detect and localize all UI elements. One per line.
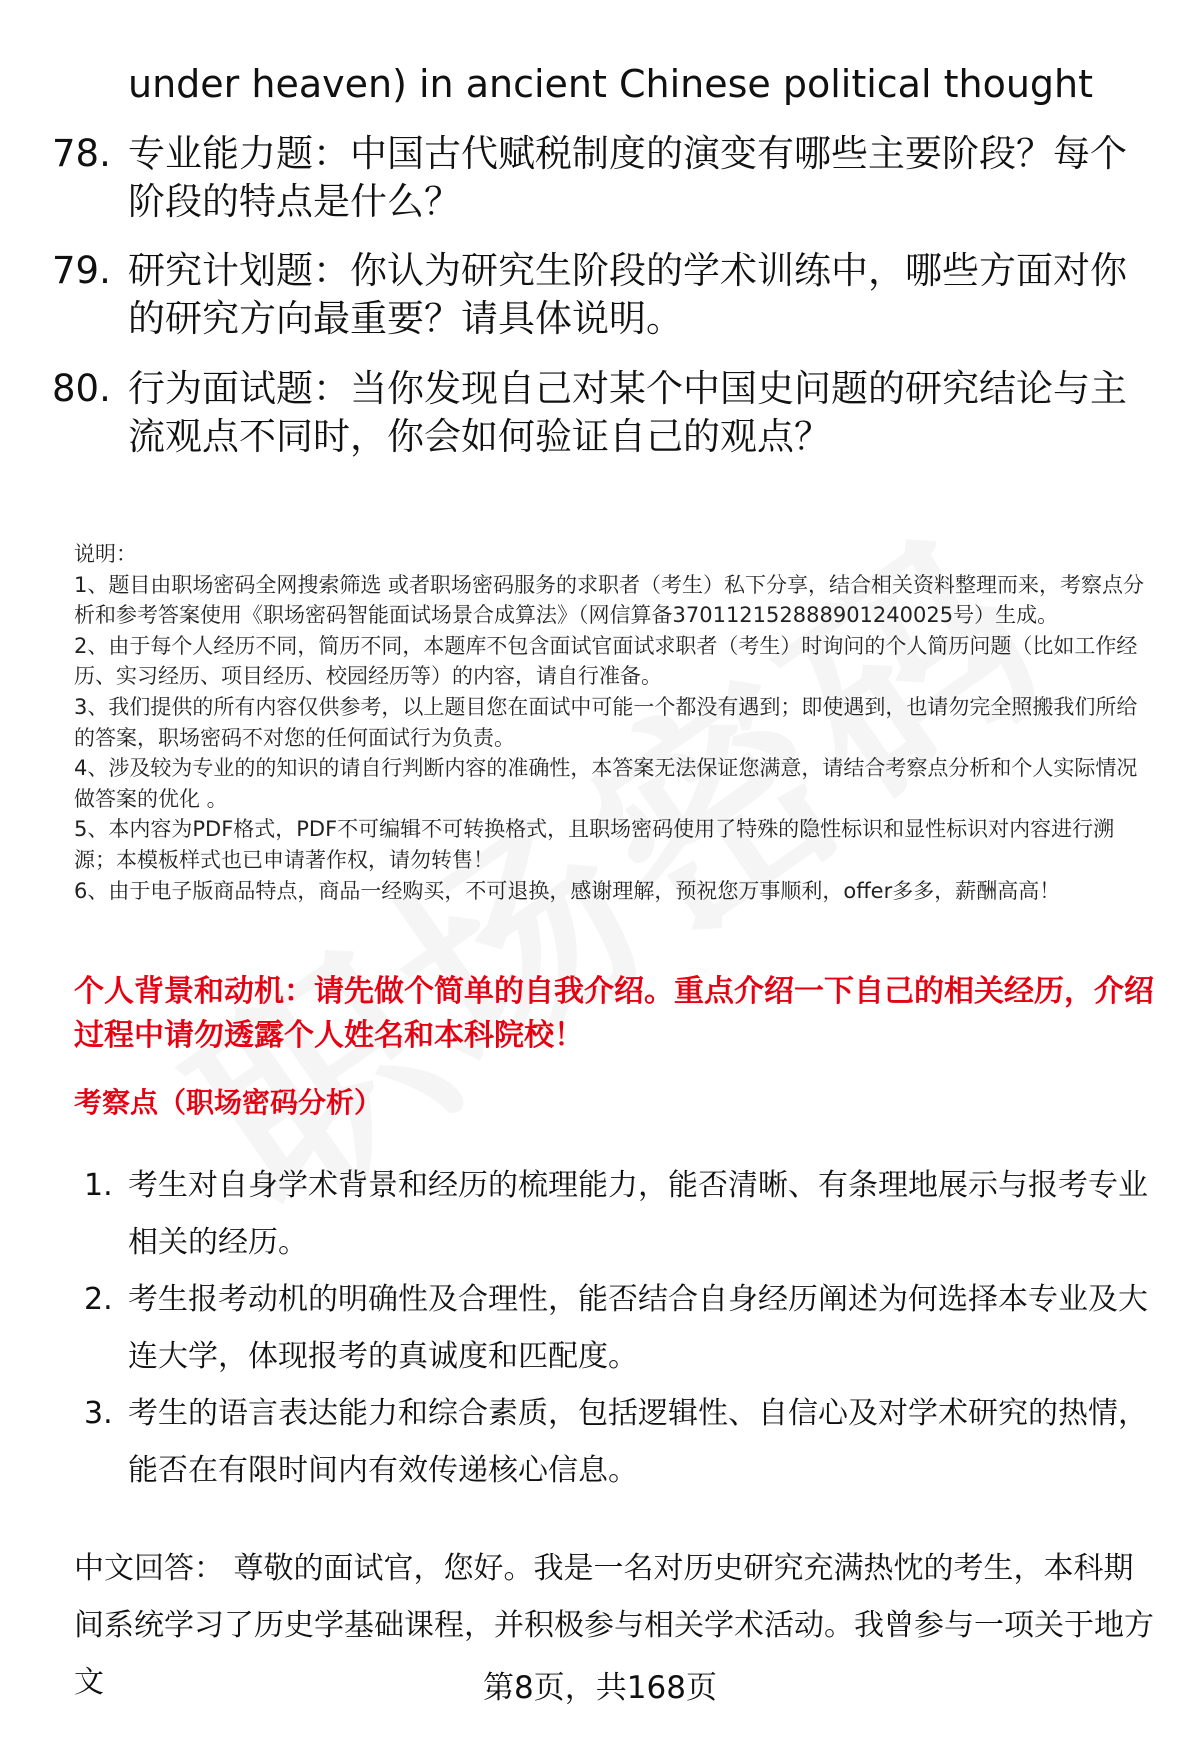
assessment-point [84,1385,1154,1499]
chinese-answer: 中文回答： 尊敬的面试官，您好。我是一名对历史研究充满热忱的考生，本科期间系统学习了历史学基础课程，并积极参与相关学术活动。我曾参与一项关于地方文 [74,1551,1154,1700]
note-item: 6、由于电子版商品特点，商品一经购买，不可退换，感谢理解，预祝您万事顺利，offer多多，薪酬高高！ [74,878,1061,903]
page-number: 第8页，共168页 [483,1670,717,1706]
question-text: 行为面试题：当你发现自己对某个中国史问题的研究结论与主流观点不同时，你会如何验证自己的观点？ [128,367,1127,458]
point-number: 2. [84,1282,113,1317]
point-text: 考生报考动机的明确性及合理性，能否结合自身经历阐述为何选择本专业及大连大学，体现报考的真诚度和匹配度。 [128,1282,1148,1374]
disclaimer-notes [74,539,1154,906]
assessment-points-title: 考察点（职场密码分析） [74,1086,383,1119]
assessment-point [84,1271,1154,1385]
note-item: 2、由于每个人经历不同，简历不同，本题库不包含面试官面试求职者（考生）时询问的个人简历问题（比如工作经历、实习经历、项目经历、校园经历等）的内容，请自行准备。 [74,633,1138,689]
question-number: 80. [52,367,111,410]
question-number: 79. [52,249,111,292]
point-text: 考生对自身学术背景和经历的梳理能力，能否清晰、有条理地展示与报考专业相关的经历。 [128,1168,1148,1260]
question-text: 专业能力题：中国古代赋税制度的演变有哪些主要阶段？每个阶段的特点是什么？ [128,132,1127,223]
note-item: 4、涉及较为专业的的知识的请自行判断内容的准确性，本答案无法保证您满意，请结合考察点分析和个人实际情况做答案的优化 。 [74,756,1138,811]
question-text: 研究计划题：你认为研究生阶段的学术训练中，哪些方面对你的研究方向最重要？请具体说明。 [128,249,1127,340]
point-number: 1. [84,1168,113,1203]
continuation-text: under heaven) in ancient Chinese political thought [128,62,1094,106]
note-item: 1、题目由职场密码全网搜索筛选 或者职场密码服务的求职者（考生）私下分享，结合相关资料整理而来，考察点分析和参考答案使用《职场密码智能面试场景合成算法》（网信算备370112152888901240025号）生成。 [74,572,1145,628]
point-number: 3. [84,1396,113,1431]
point-text: 考生的语言表达能力和综合素质，包括逻辑性、自信心及对学术研究的热情，能否在有限时间内有效传递核心信息。 [128,1396,1148,1488]
note-item: 3、我们提供的所有内容仅供参考，以上题目您在面试中可能一个都没有遇到；即使遇到，也请勿完全照搬我们所给的答案，职场密码不对您的任何面试行为负责。 [74,694,1138,750]
note-item: 5、本内容为PDF格式，PDF不可编辑不可转换格式，且职场密码使用了特殊的隐性标识和显性标识对内容进行溯源；本模板样式也已申请著作权，请勿转售！ [74,817,1115,872]
question-number: 78. [52,132,111,175]
assessment-point [84,1157,1154,1271]
notes-heading: 说明： [74,542,137,566]
intro-question: 个人背景和动机：请先做个简单的自我介绍。重点介绍一下自己的相关经历，介绍过程中请勿透露个人姓名和本科院校！ [74,974,1154,1053]
assessment-points-list [84,1157,1154,1499]
